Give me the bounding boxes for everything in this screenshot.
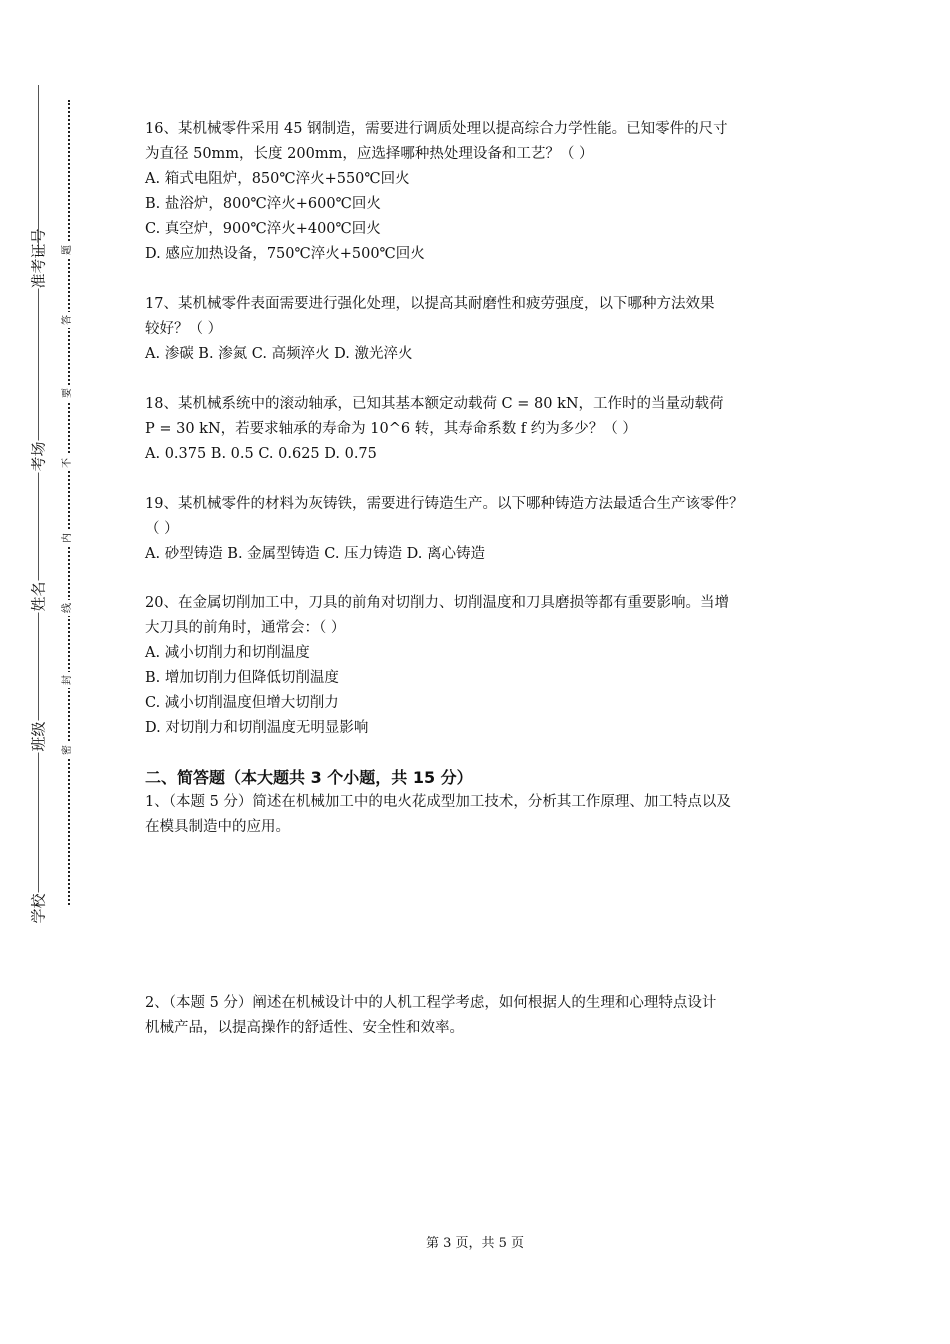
question-text: 17、某机械零件表面需要进行强化处理，以提高其耐磨性和疲劳强度，以下哪种方法效果 <box>145 296 715 312</box>
field-name: 姓名 <box>29 581 48 612</box>
seal-char: 封 <box>61 672 75 688</box>
question-text: 19、某机械零件的材料为灰铸铁，需要进行铸造生产。以下哪种铸造方法最适合生产该零件？ <box>145 496 744 512</box>
seal-char: 密 <box>61 742 75 758</box>
page-footer: 第 3 页，共 5 页 <box>425 1236 525 1251</box>
question-text: 18、某机械系统中的滚动轴承，已知其基本额定动载荷 C = 80 kN，工作时的当量动载荷 <box>145 396 724 412</box>
option: D. 对切削力和切削温度无明显影响 <box>145 720 369 736</box>
short-question-2: 2、（本题 5 分）阐述在机械设计中的人机工程学考虑，如何根据人的生理和心理特点设计 <box>145 995 717 1011</box>
options: A. 0.375 B. 0.5 C. 0.625 D. 0.75 <box>145 446 377 462</box>
question-text: 较好？（ ） <box>145 321 223 337</box>
option: D. 感应加热设备，750℃淬火+500℃回火 <box>145 246 425 262</box>
question-text: 大刀具的前角时，通常会：（ ） <box>145 620 346 636</box>
field-exam-room: 考场 <box>29 441 48 472</box>
option: A. 减小切削力和切削温度 <box>145 645 310 661</box>
option: C. 减小切削温度但增大切削力 <box>145 695 339 711</box>
options: A. 渗碳 B. 渗氮 C. 高频淬火 D. 激光淬火 <box>145 346 413 362</box>
option: C. 真空炉，900℃淬火+400℃回火 <box>145 221 381 237</box>
seal-dotted-line <box>68 100 70 905</box>
seal-char: 内 <box>61 530 75 546</box>
seal-char: 线 <box>61 600 75 616</box>
options: A. 砂型铸造 B. 金属型铸造 C. 压力铸造 D. 离心铸造 <box>145 546 486 562</box>
seal-char: 题 <box>61 242 75 258</box>
seal-char: 不 <box>61 455 75 471</box>
short-question-2: 机械产品，以提高操作的舒适性、安全性和效率。 <box>145 1020 464 1036</box>
section-heading: 二、简答题（本大题共 3 个小题，共 15 分） <box>145 768 473 787</box>
question-text: 16、某机械零件采用 45 钢制造，需要进行调质处理以提高综合力学性能。已知零件的尺寸 <box>145 121 728 137</box>
field-exam-number: 准考证号 <box>29 228 48 289</box>
margin-solid-line <box>38 85 39 920</box>
short-question-1: 1、（本题 5 分）简述在机械加工中的电火花成型加工技术，分析其工作原理、加工特点以及 <box>145 794 731 810</box>
option: A. 箱式电阻炉，850℃淬火+550℃回火 <box>145 171 410 187</box>
seal-char: 要 <box>61 385 75 401</box>
question-text: 20、在金属切削加工中，刀具的前角对切削力、切削温度和刀具磨损等都有重要影响。当增 <box>145 595 729 611</box>
option: B. 盐浴炉，800℃淬火+600℃回火 <box>145 196 381 212</box>
short-question-1: 在模具制造中的应用。 <box>145 819 290 835</box>
question-text: P = 30 kN，若要求轴承的寿命为 10^6 转，其寿命系数 f 约为多少？（ ） <box>145 421 637 437</box>
option: B. 增加切削力但降低切削温度 <box>145 670 339 686</box>
seal-char: 答 <box>61 312 75 328</box>
question-text: 为直径 50mm，长度 200mm，应选择哪种热处理设备和工艺？（ ） <box>145 146 594 162</box>
field-school: 学校 <box>29 893 48 924</box>
question-text: （ ） <box>145 521 179 537</box>
field-class: 班级 <box>29 721 48 752</box>
